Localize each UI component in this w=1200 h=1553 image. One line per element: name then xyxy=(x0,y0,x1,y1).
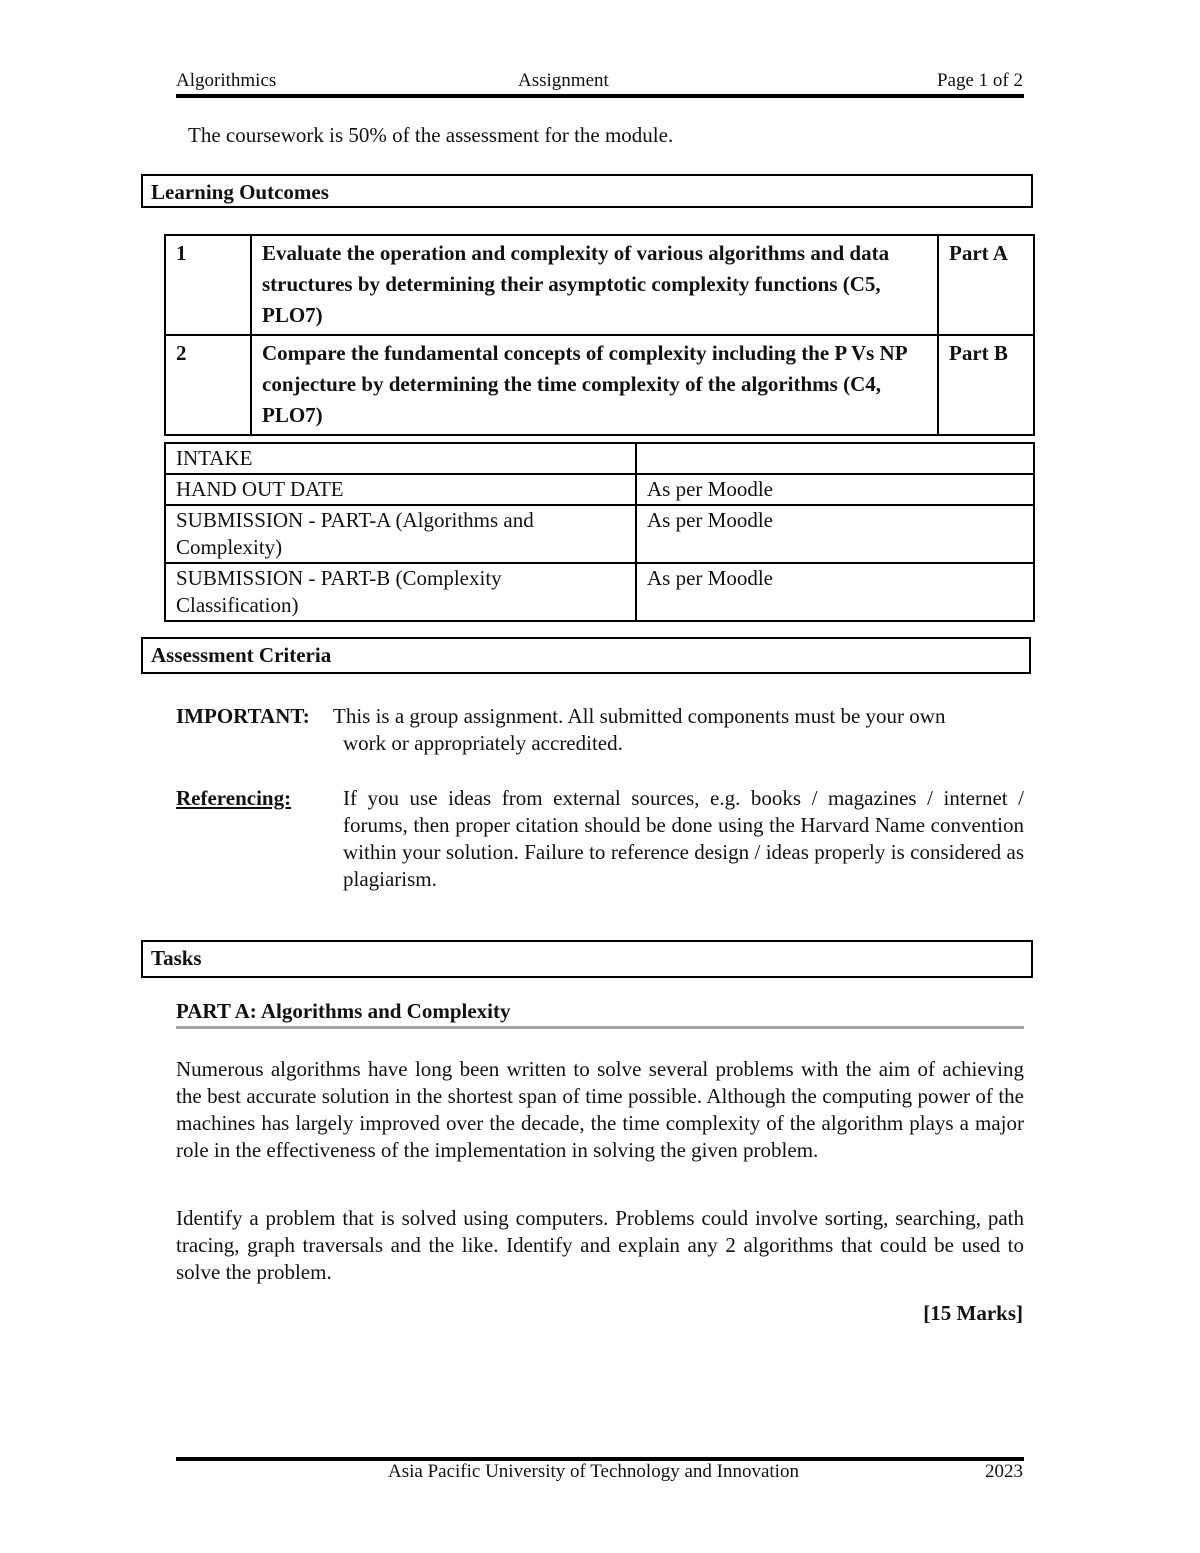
date-value: As per Moodle xyxy=(636,505,1034,563)
part-a-heading: PART A: Algorithms and Complexity xyxy=(176,999,511,1023)
dates-table xyxy=(164,442,1035,622)
outcome-text: Compare the fundamental concepts of complexity including the P Vs NP conjecture by determining the time complexity of the algorithms (C4, PLO7) xyxy=(251,335,938,435)
header-doc-type: Assignment xyxy=(518,70,609,91)
date-value: As per Moodle xyxy=(636,563,1034,621)
section-tasks: Tasks xyxy=(141,940,1033,978)
date-label: INTAKE xyxy=(165,443,636,474)
table-row xyxy=(165,235,1034,335)
date-value xyxy=(636,443,1034,474)
referencing-label: Referencing: xyxy=(176,786,292,810)
learning-outcomes-table xyxy=(164,234,1035,436)
header-page-number: Page 1 of 2 xyxy=(936,70,1023,91)
outcome-number: 2 xyxy=(165,335,251,435)
table-row xyxy=(165,474,1034,505)
outcome-text: Evaluate the operation and complexity of various algorithms and data structures by determining their asymptotic complexity functions (C5, PLO7) xyxy=(251,235,938,335)
table-row xyxy=(165,505,1034,563)
part-a-paragraph-2: Identify a problem that is solved using computers. Problems could involve sorting, searching, path tracing, graph traversals and the like. Identify and explain any 2 algorithms that could be used to solve the problem. xyxy=(176,1206,1024,1284)
intro-text: The coursework is 50% of the assessment for the module. xyxy=(188,123,674,147)
important-text-line2: work or appropriately accredited. xyxy=(343,731,623,755)
section-learning-outcomes: Learning Outcomes xyxy=(141,174,1033,208)
outcome-part: Part A xyxy=(938,235,1034,335)
date-label: HAND OUT DATE xyxy=(165,474,636,505)
date-value: As per Moodle xyxy=(636,474,1034,505)
part-a-marks: [15 Marks] xyxy=(923,1301,1023,1325)
important-text-line1: This is a group assignment. All submitted components must be your own xyxy=(333,704,946,728)
header-module-name: Algorithmics xyxy=(176,70,277,91)
date-label: SUBMISSION - PART-A (Algorithms and Complexity) xyxy=(165,505,636,563)
footer-year: 2023 xyxy=(985,1461,1023,1482)
footer-university: Asia Pacific University of Technology and Innovation xyxy=(388,1461,799,1482)
important-label: IMPORTANT: xyxy=(176,704,310,728)
referencing-text: If you use ideas from external sources, e.g. books / magazines / internet / forums, then proper citation should be done using the Harvard Name convention within your solution. Failure to reference design / ideas properly is considered as plagiarism. xyxy=(343,786,1024,891)
section-assessment-criteria: Assessment Criteria xyxy=(141,637,1031,674)
outcome-number: 1 xyxy=(165,235,251,335)
table-row xyxy=(165,563,1034,621)
part-a-paragraph-1: Numerous algorithms have long been written to solve several problems with the aim of achieving the best accurate solution in the shortest span of time possible. Although the computing power of the machines has largely improved over the decade, the time complexity of the algorithm plays a major role in the effectiveness of the implementation in solving the given problem. xyxy=(176,1057,1024,1162)
table-row xyxy=(165,443,1034,474)
date-label: SUBMISSION - PART-B (Complexity Classification) xyxy=(165,563,636,621)
part-a-rule xyxy=(176,1026,1024,1029)
table-row xyxy=(165,335,1034,435)
outcome-part: Part B xyxy=(938,335,1034,435)
header-rule xyxy=(176,94,1024,98)
